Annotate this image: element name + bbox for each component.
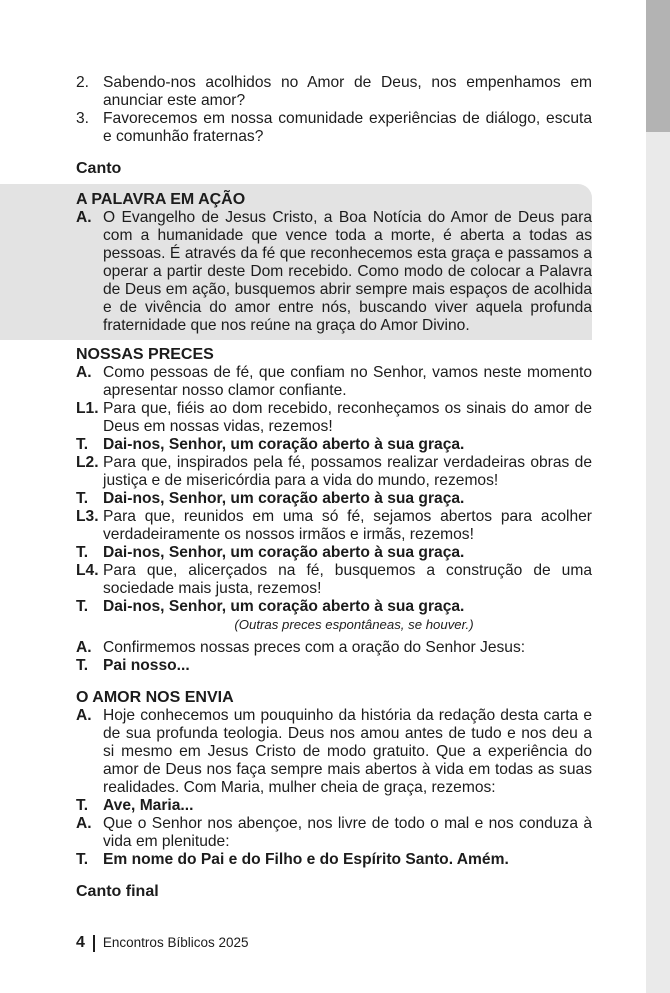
closing-text: Confirmemos nossas preces com a oração do Senhor Jesus: [103,639,526,656]
speaker-label: T. [76,598,89,615]
canto-final-heading: Canto final [76,883,159,900]
speaker-label: A. [76,364,92,381]
prece-response [76,436,592,454]
preces-closing-response [76,657,592,675]
speaker-label: T. [76,797,89,814]
item-number: 3. [76,110,90,127]
speaker-label: L1. [76,400,99,417]
footer-divider [93,935,95,952]
prece-text: Para que, alicerçados na fé, busquemos a construção de uma sociedade mais justa, rezemos! [103,562,592,597]
question-item [76,74,592,110]
envia-heading: O AMOR NOS ENVIA [76,689,234,706]
speaker-label: L4. [76,562,99,579]
preces-intro [76,364,592,400]
page-content [76,74,592,901]
prece-text: Para que, fiéis ao dom recebido, reconheçamos os sinais do amor de Deus em nossas vidas, rezemos! [103,400,592,435]
preces-heading: NOSSAS PRECES [76,346,214,363]
response-text: Em nome do Pai e do Filho e do Espírito Santo. Amém. [103,851,509,868]
page-edge-tab [646,0,670,132]
speaker-label: A. [76,209,92,226]
speaker-label: T. [76,544,89,561]
preces-intro-text: Como pessoas de fé, que confiam no Senhor, vamos neste momento apresentar nosso clamor confiante. [103,364,592,399]
response-text: Dai-nos, Senhor, um coração aberto à sua graça. [103,598,465,615]
prece-response [76,544,592,562]
prece-text: Para que, reunidos em uma só fé, sejamos abertos para acolher verdadeiramente os nossos irmãos e irmãs, rezemos! [103,508,592,543]
speaker-label: A. [76,639,92,656]
speaker-label: L2. [76,454,99,471]
response-text: Dai-nos, Senhor, um coração aberto à sua graça. [103,436,465,453]
prece-item [76,454,592,490]
preces-closing [76,639,592,657]
response-text: Dai-nos, Senhor, um coração aberto à sua graça. [103,490,465,507]
palavra-paragraph [76,209,592,335]
palavra-text: O Evangelho de Jesus Cristo, a Boa Notícia do Amor de Deus para com a humanidade que vence toda a morte, é aberta a todas as pessoas. É através da fé que reconhecemos esta graça e passamos a operar a partir deste Dom recebido. Como modo de colocar a Palavra de Deus em ação, busquemos abrir sempre mais espaços de acolhida e de vivência do amor entre nós, buscando viver aquela profunda fraternidade que nos reúne na graça do Amor Divino. [103,209,592,334]
speaker-label: L3. [76,508,99,525]
prece-response [76,490,592,508]
prece-item [76,400,592,436]
item-number: 2. [76,74,90,91]
item-text: Sabendo-nos acolhidos no Amor de Deus, nos empenhamos em anunciar este amor? [103,74,592,109]
envia-paragraph [76,815,592,851]
item-text: Favorecemos em nossa comunidade experiências de diálogo, escuta e comunhão fraternas? [103,110,592,145]
palavra-em-acao-box [0,184,592,340]
prece-text: Para que, inspirados pela fé, possamos realizar verdadeiras obras de justiça e de misericórdia para a vida do mundo, rezemos! [103,454,592,489]
speaker-label: A. [76,707,92,724]
page-number: 4 [76,934,85,951]
envia-response [76,797,592,815]
envia-response [76,851,592,869]
speaker-label: T. [76,490,89,507]
page-footer [76,934,249,952]
prece-item [76,508,592,544]
question-item [76,110,592,146]
speaker-label: A. [76,815,92,832]
response-text: Dai-nos, Senhor, um coração aberto à sua graça. [103,544,465,561]
canto-heading: Canto [76,160,122,177]
envia-text: Hoje conhecemos um pouquinho da história da redação desta carta e de sua profunda teologia. Deus nos amou antes de tudo e nos deu a si mesmo em Jesus Cristo de modo gratuito. Que a experiência do amor de Deus nos faça sempre mais abertos à vida em todas as suas realidades. Com Maria, mulher cheia de graça, rezemos: [103,707,592,796]
closing-response-text: Pai nosso... [103,657,190,674]
prece-response [76,598,592,616]
envia-text: Que o Senhor nos abençoe, nos livre de todo o mal e nos conduza à vida em plenitude: [103,815,592,850]
prece-item [76,562,592,598]
preces-note: (Outras preces espontâneas, se houver.) [234,617,474,632]
footer-title: Encontros Bíblicos 2025 [102,935,249,950]
speaker-label: T. [76,436,89,453]
envia-paragraph [76,707,592,797]
speaker-label: T. [76,657,89,674]
palavra-heading: A PALAVRA EM AÇÃO [76,191,246,208]
page-edge-strip [646,0,670,993]
response-text: Ave, Maria... [103,797,194,814]
speaker-label: T. [76,851,89,868]
